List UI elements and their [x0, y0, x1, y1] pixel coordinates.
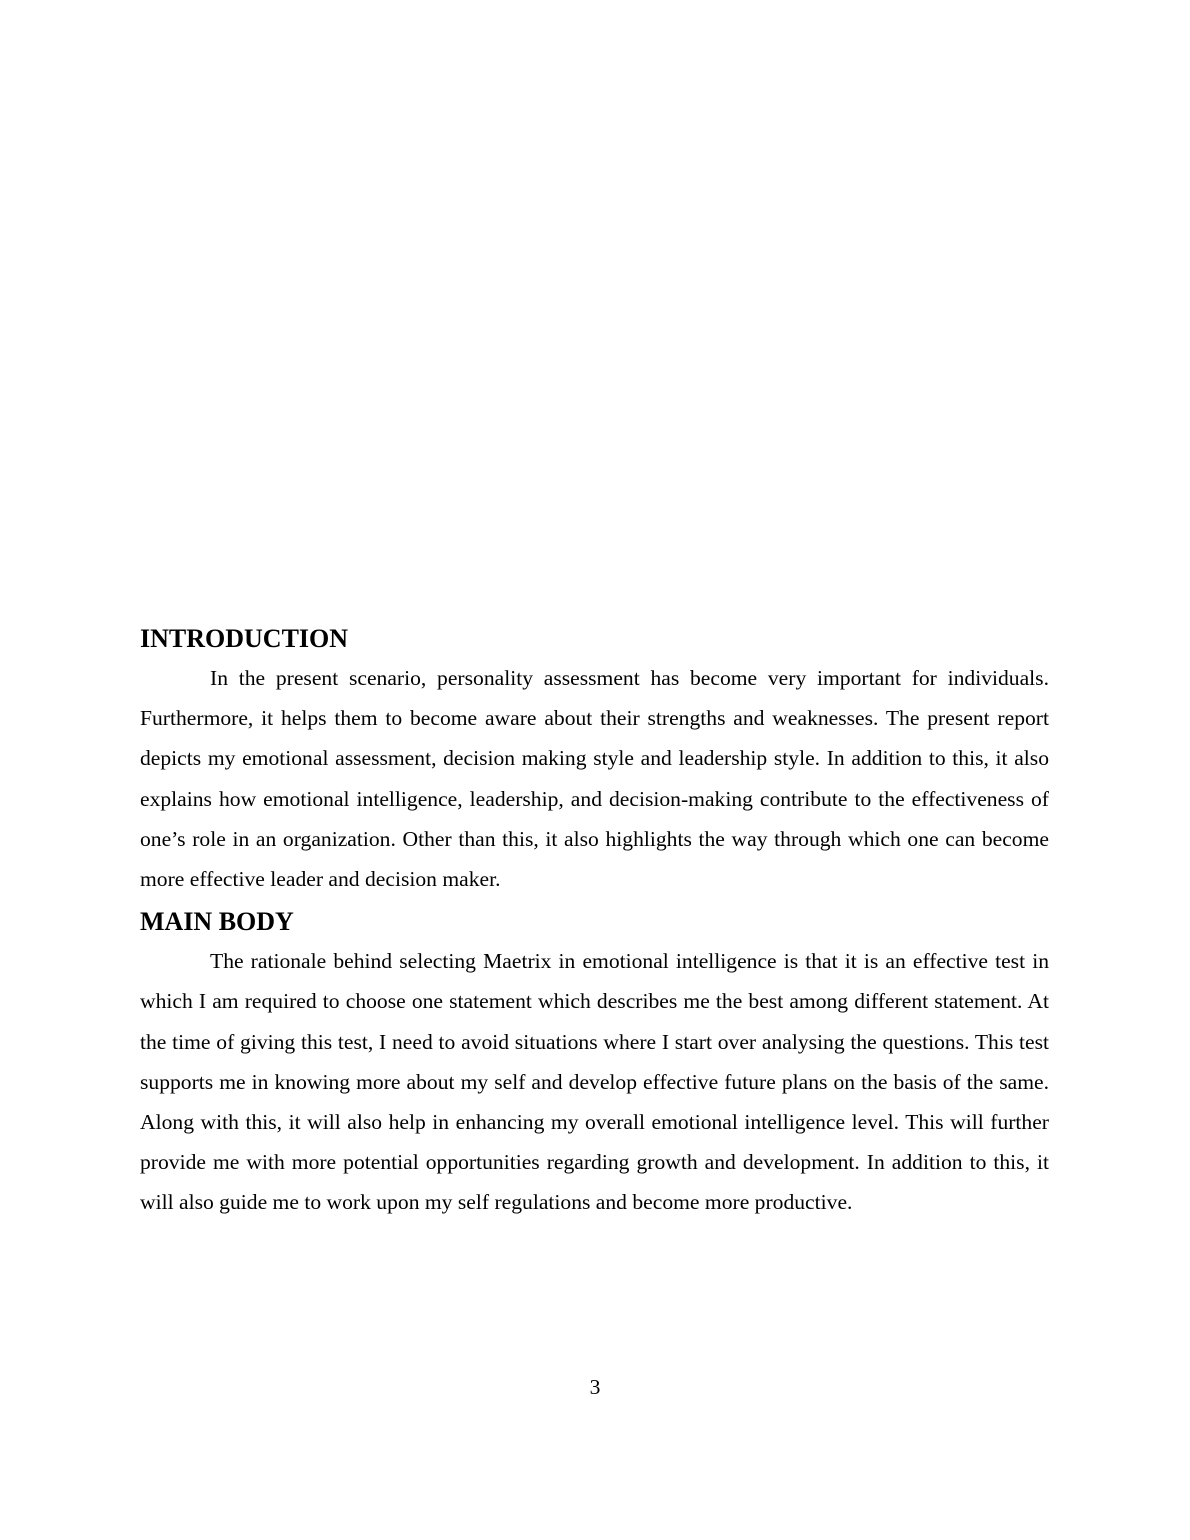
page-number: 3 — [589, 1375, 601, 1399]
introduction-paragraph: In the present scenario, personality assessment has become very important for individuals. Furthermore, it helps them to become aware about their strengths and weaknesses. The present report depicts my emotional assessment, decision making style and leadership style. In addition to this, it also explains how emotional intelligence, leadership, and decision-making contribute to the effectiveness of one’s role in an organization. Other than this, it also highlights the way through which one can become more effective leader and decision maker. — [140, 666, 1049, 892]
main-body-paragraph: The rationale behind selecting Maetrix in emotional intelligence is that it is an effective test in which I am required to choose one statement which describes me the best among different statement. At the time of giving this test, I need to avoid situations where I start over analysing the questions. This test supports me in knowing more about my self and develop effective future plans on the basis of the same. Along with this, it will also help in enhancing my overall emotional intelligence level. This will further provide me with more potential opportunities regarding growth and development. In addition to this, it will also guide me to work upon my self regulations and become more productive. — [140, 949, 1049, 1215]
page-content — [140, 620, 1049, 1227]
main-body-heading: MAIN BODY — [140, 907, 294, 937]
introduction-heading: INTRODUCTION — [140, 624, 349, 653]
